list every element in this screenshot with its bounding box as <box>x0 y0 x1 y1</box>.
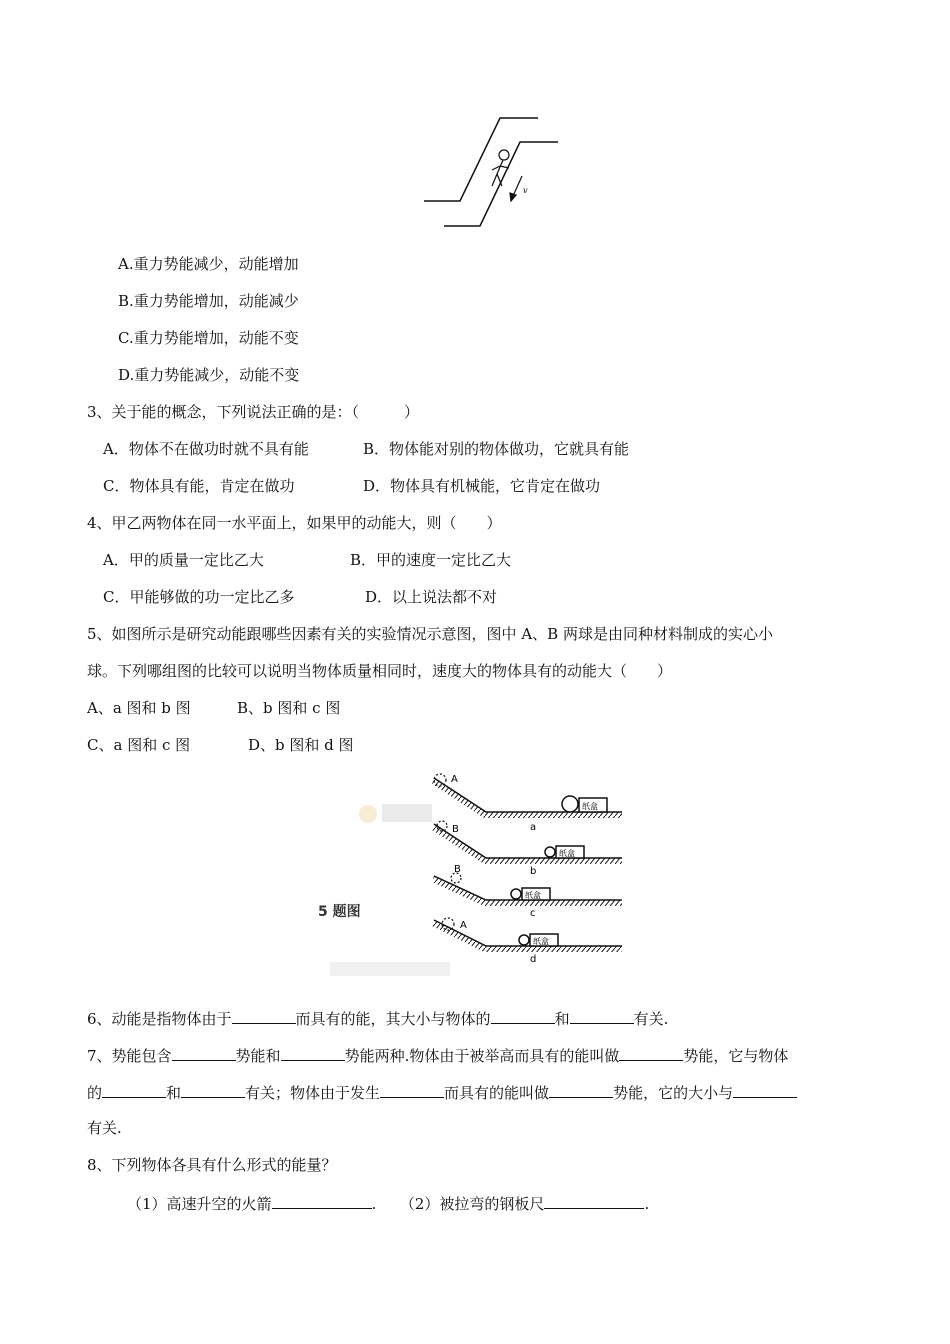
q8-blank-1[interactable] <box>272 1192 372 1209</box>
q7-blank-3[interactable] <box>619 1044 683 1061</box>
velocity-label: v <box>523 186 528 195</box>
q6-blank-2[interactable] <box>491 1007 555 1024</box>
q4-option-d: D．以上说法都不对 <box>365 588 498 606</box>
velocity-arrow-icon <box>510 176 522 201</box>
panel-label-a: a <box>530 822 537 833</box>
box-label-c: 纸盒 <box>525 891 541 900</box>
q7-line1: 7、势能包含 势能和 势能两种.物体由于被举高而具有的能叫做 势能，它与物体 <box>87 1044 788 1066</box>
q4-option-c: C．甲能够做的功一定比乙多 <box>103 588 295 606</box>
q7-blank-7[interactable] <box>549 1081 613 1098</box>
q2-option-d: D.重力势能减少，动能不变 <box>118 366 300 384</box>
watermark <box>330 804 450 976</box>
ball-label-a: A <box>451 774 458 785</box>
q3-option-c: C．物体具有能，肯定在做功 <box>103 477 295 495</box>
box-label-b: 纸盒 <box>559 849 575 858</box>
q7-blank-5[interactable] <box>181 1081 245 1098</box>
box-label-d: 纸盒 <box>533 937 549 946</box>
q3-option-d: D．物体具有机械能，它肯定在做功 <box>363 477 601 495</box>
q2-option-b: B.重力势能增加，动能减少 <box>118 292 299 310</box>
panel-a <box>432 774 622 833</box>
kinetic-energy-experiment-figure <box>310 768 650 978</box>
q5-option-c: C、a 图和 c 图 <box>87 736 191 754</box>
q6-blank-3[interactable] <box>570 1007 634 1024</box>
figure-caption: 5 题图 <box>318 904 361 920</box>
q6-blank-1[interactable] <box>232 1007 296 1024</box>
q8-stem: 8、下列物体各具有什么形式的能量？ <box>87 1156 337 1174</box>
q3-option-b: B．物体能对别的物体做功，它就具有能 <box>363 440 630 458</box>
q5-stem-line1: 5、如图所示是研究动能跟哪些因素有关的实验情况示意图，图中 A、B 两球是由同种材料制成的实心小 <box>87 625 773 643</box>
q5-option-a: A、a 图和 b 图 <box>87 699 191 717</box>
q8-items: （1）高速升空的火箭 . （2）被拉弯的钢板尺 . <box>127 1192 649 1214</box>
box-label-a: 纸盒 <box>582 802 598 811</box>
q4-option-b: B．甲的速度一定比乙大 <box>350 551 512 569</box>
panel-c <box>432 864 622 919</box>
q3-option-a: A．物体不在做功时就不具有能 <box>103 440 309 458</box>
q3-stem: 3、关于能的概念，下列说法正确的是：（ ） <box>87 403 420 421</box>
q2-option-c: C.重力势能增加，动能不变 <box>118 329 299 347</box>
ball-label-d: A <box>460 920 467 931</box>
q5-option-b: B、b 图和 c 图 <box>237 699 341 717</box>
q7-blank-2[interactable] <box>281 1044 345 1061</box>
q7-blank-4[interactable] <box>102 1081 166 1098</box>
escalator-figure <box>420 112 560 232</box>
q8-blank-2[interactable] <box>544 1192 644 1209</box>
q2-option-a: A.重力势能减少，动能增加 <box>118 255 299 273</box>
panel-label-c: c <box>530 908 536 919</box>
panel-label-d: d <box>530 954 537 965</box>
panel-label-b: b <box>530 866 537 877</box>
q4-option-a: A．甲的质量一定比乙大 <box>103 551 264 569</box>
q7-blank-1[interactable] <box>172 1044 236 1061</box>
q7-line3: 有关. <box>87 1119 122 1137</box>
panel-d <box>432 918 622 965</box>
ball-label-b: B <box>452 824 459 835</box>
person-icon <box>492 150 509 186</box>
q7-blank-8[interactable] <box>733 1081 797 1098</box>
q5-stem-line2: 球。下列哪组图的比较可以说明当物体质量相同时，速度大的物体具有的动能大（ ） <box>87 662 673 680</box>
q7-line2: 的 和 有关；物体由于发生 而具有的能叫做 势能，它的大小与 <box>87 1081 797 1103</box>
q7-blank-6[interactable] <box>380 1081 444 1098</box>
q6-line: 6、动能是指物体由于 而具有的能，其大小与物体的 和 有关. <box>87 1007 668 1029</box>
ball-label-c: B <box>454 864 461 875</box>
q5-option-d: D、b 图和 d 图 <box>248 736 354 754</box>
q4-stem: 4、甲乙两物体在同一水平面上，如果甲的动能大，则（ ） <box>87 514 502 532</box>
